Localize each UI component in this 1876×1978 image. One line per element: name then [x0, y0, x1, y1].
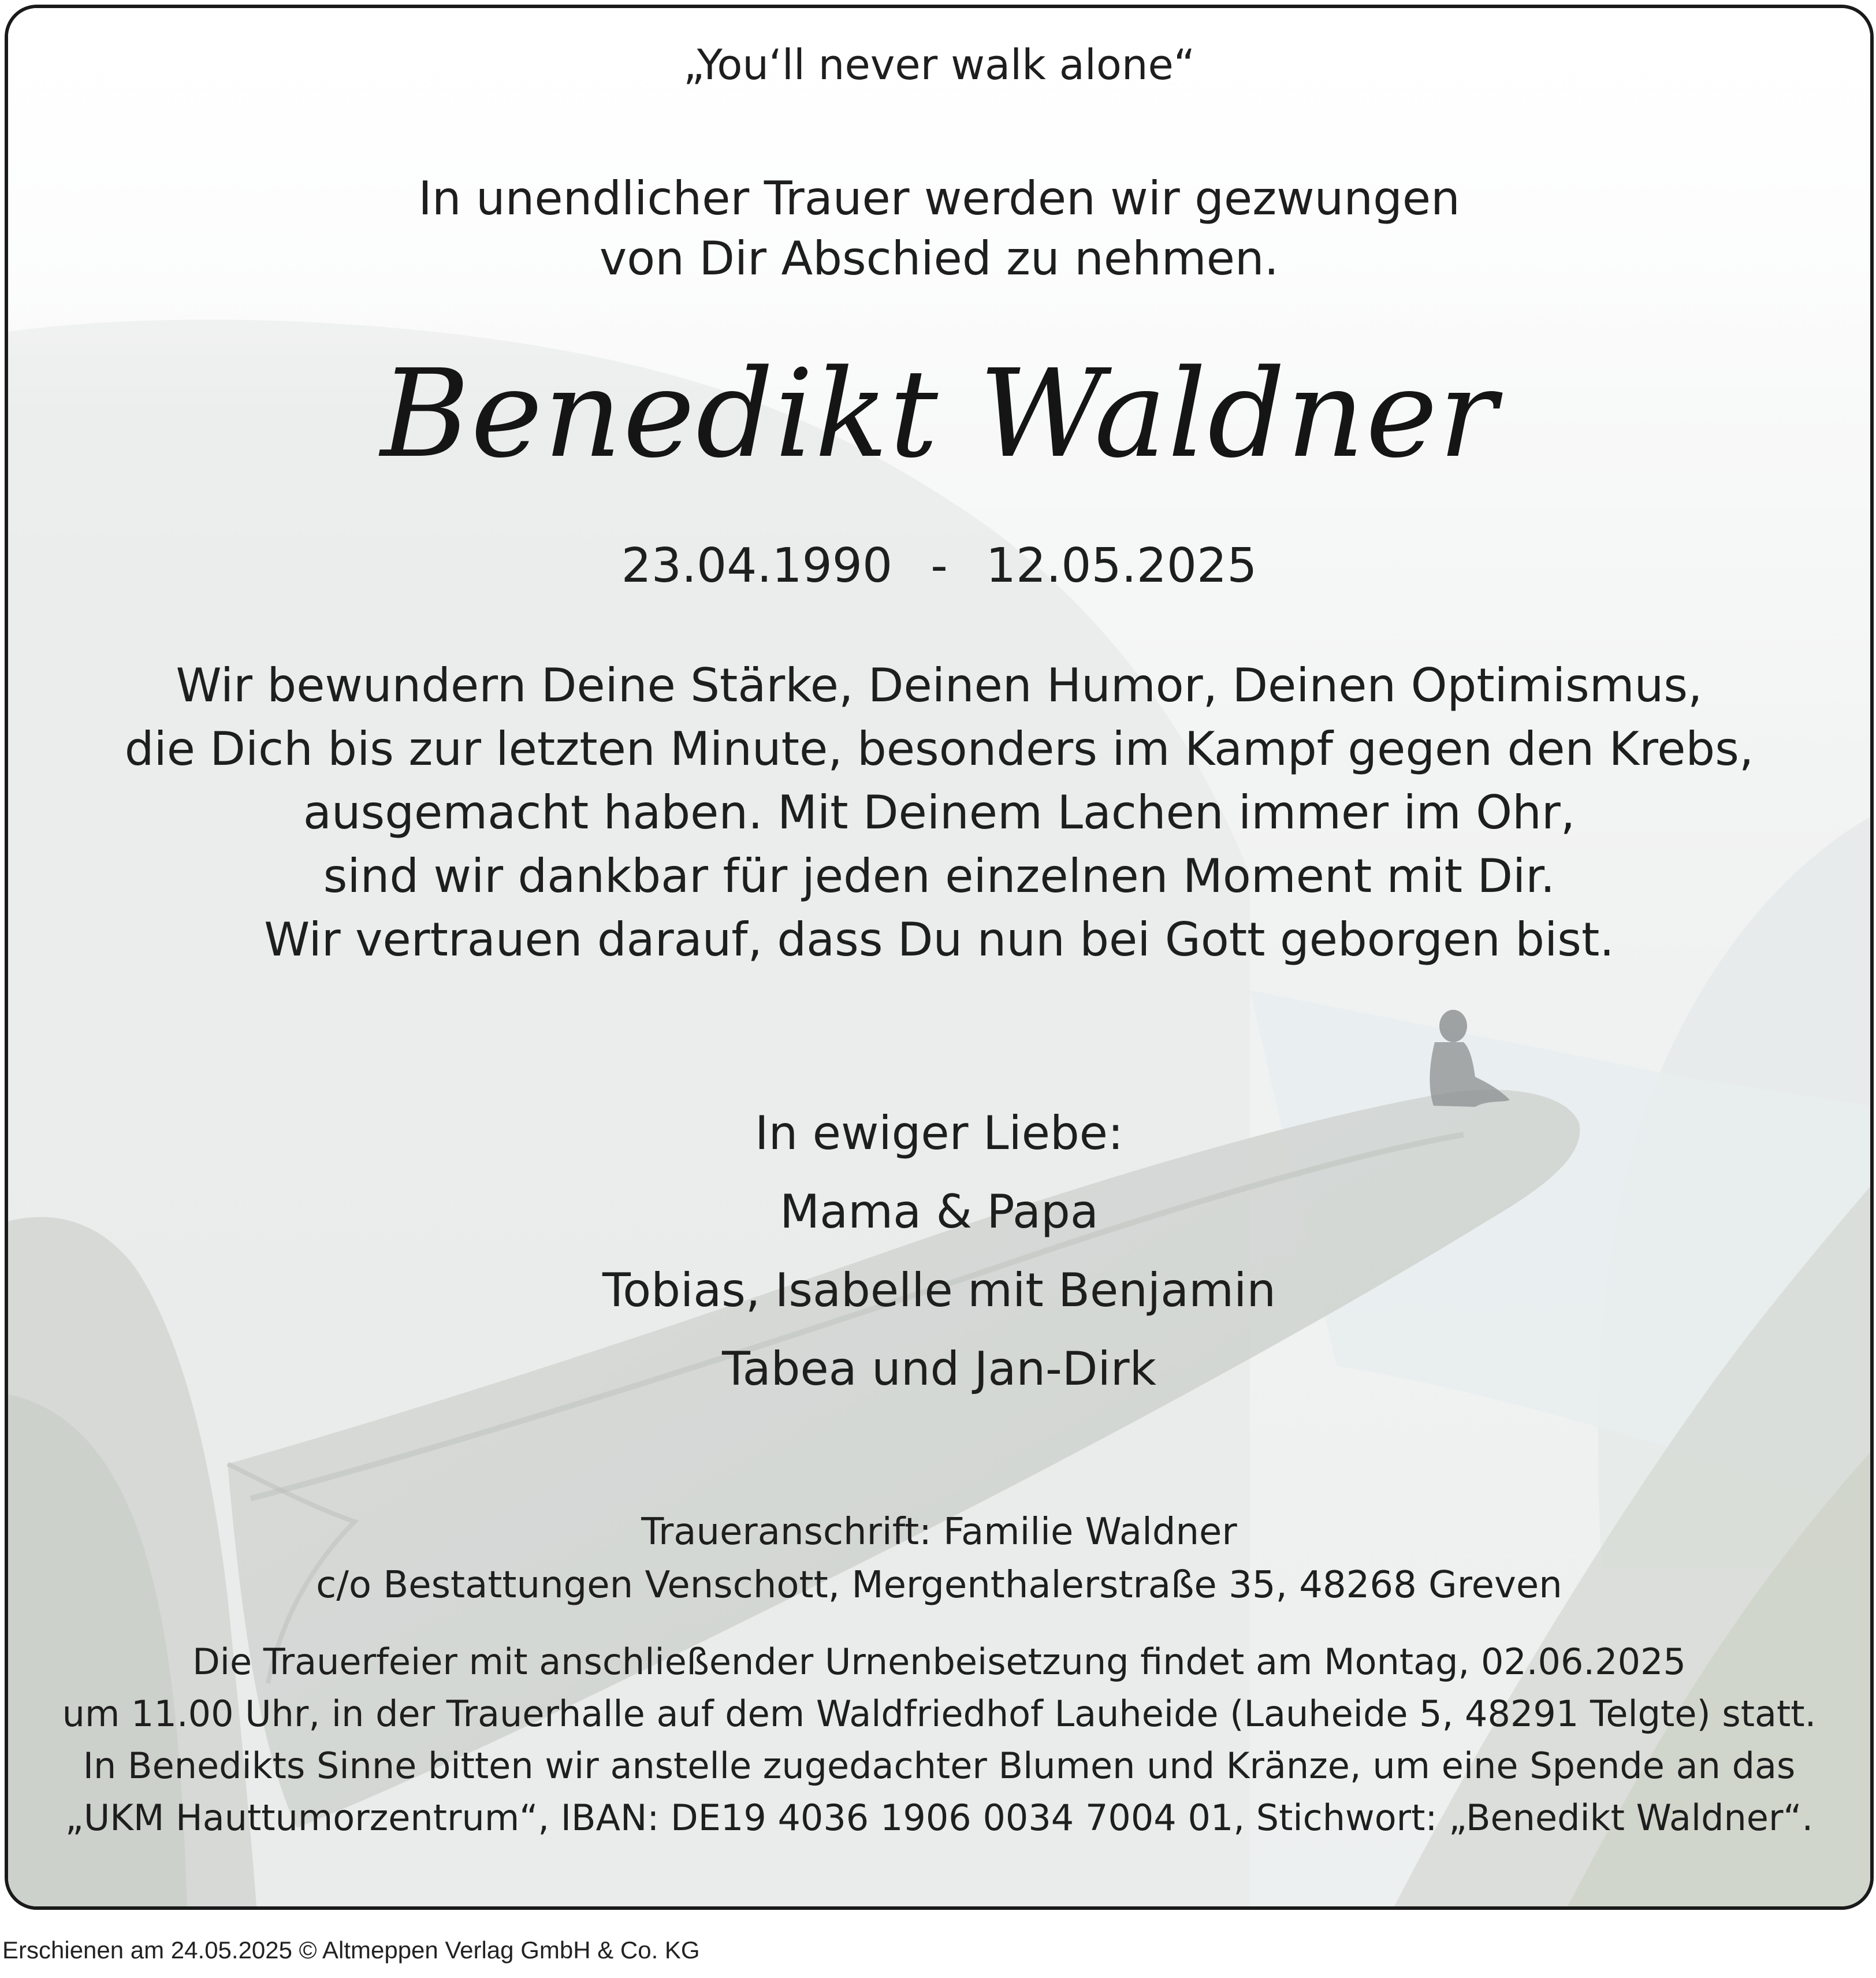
service-line: „UKM Hauttumorzentrum“, IBAN: DE19 4036 1906 0034 7004 01, Stichwort: „Benedikt Waldner“. [65, 1797, 1814, 1839]
obituary-content [8, 8, 1870, 1906]
tribute-line: die Dich bis zur letzten Minute, besonders im Kampf gegen den Krebs, [124, 722, 1754, 776]
death-date: 12.05.2025 [985, 538, 1257, 593]
mourning-address [8, 1505, 1870, 1612]
intro-line: von Dir Abschied zu nehmen. [599, 232, 1279, 285]
service-line: um 11.00 Uhr, in der Trauerhalle auf dem Waldfriedhof Lauheide (Lauheide 5, 48291 Telgte) statt. [62, 1693, 1817, 1735]
tribute-line: Wir vertrauen darauf, dass Du nun bei Gott geborgen bist. [264, 913, 1614, 966]
tribute-line: Wir bewundern Deine Stärke, Deinen Humor, Deinen Optimismus, [176, 659, 1703, 712]
mourners-list [8, 1094, 1870, 1408]
intro-text [8, 169, 1870, 289]
publication-footer: Erschienen am 24.05.2025 © Altmeppen Verlag GmbH & Co. KG [2, 1936, 700, 1964]
mourner-line: Mama & Papa [780, 1185, 1099, 1239]
service-details [8, 1636, 1870, 1844]
address-line: Traueranschrift: Familie Waldner [641, 1511, 1237, 1553]
birth-date: 23.04.1990 [621, 538, 893, 593]
service-line: Die Trauerfeier mit anschließender Urnenbeisetzung findet am Montag, 02.06.2025 [192, 1641, 1686, 1683]
motto: „You‘ll never walk alone“ [683, 40, 1196, 89]
tribute-line: ausgemacht haben. Mit Deinem Lachen immer im Ohr, [303, 786, 1576, 839]
deceased-name: Benedikt Waldner [380, 343, 1498, 485]
obituary-card [5, 5, 1874, 1910]
mourners-heading: In ewiger Liebe: [755, 1106, 1123, 1160]
mourner-line: Tabea und Jan-Dirk [722, 1342, 1156, 1396]
intro-line: In unendlicher Trauer werden wir gezwungen [418, 172, 1460, 225]
tribute-text [8, 654, 1870, 972]
service-line: In Benedikts Sinne bitten wir anstelle zugedachter Blumen und Kränze, um eine Spende an das [83, 1745, 1796, 1787]
life-dates [8, 538, 1870, 593]
date-separator: - [930, 538, 948, 593]
tribute-line: sind wir dankbar für jeden einzelnen Moment mit Dir. [323, 849, 1555, 903]
address-line: c/o Bestattungen Venschott, Mergenthalerstraße 35, 48268 Greven [316, 1564, 1562, 1607]
mourner-line: Tobias, Isabelle mit Benjamin [602, 1263, 1276, 1317]
